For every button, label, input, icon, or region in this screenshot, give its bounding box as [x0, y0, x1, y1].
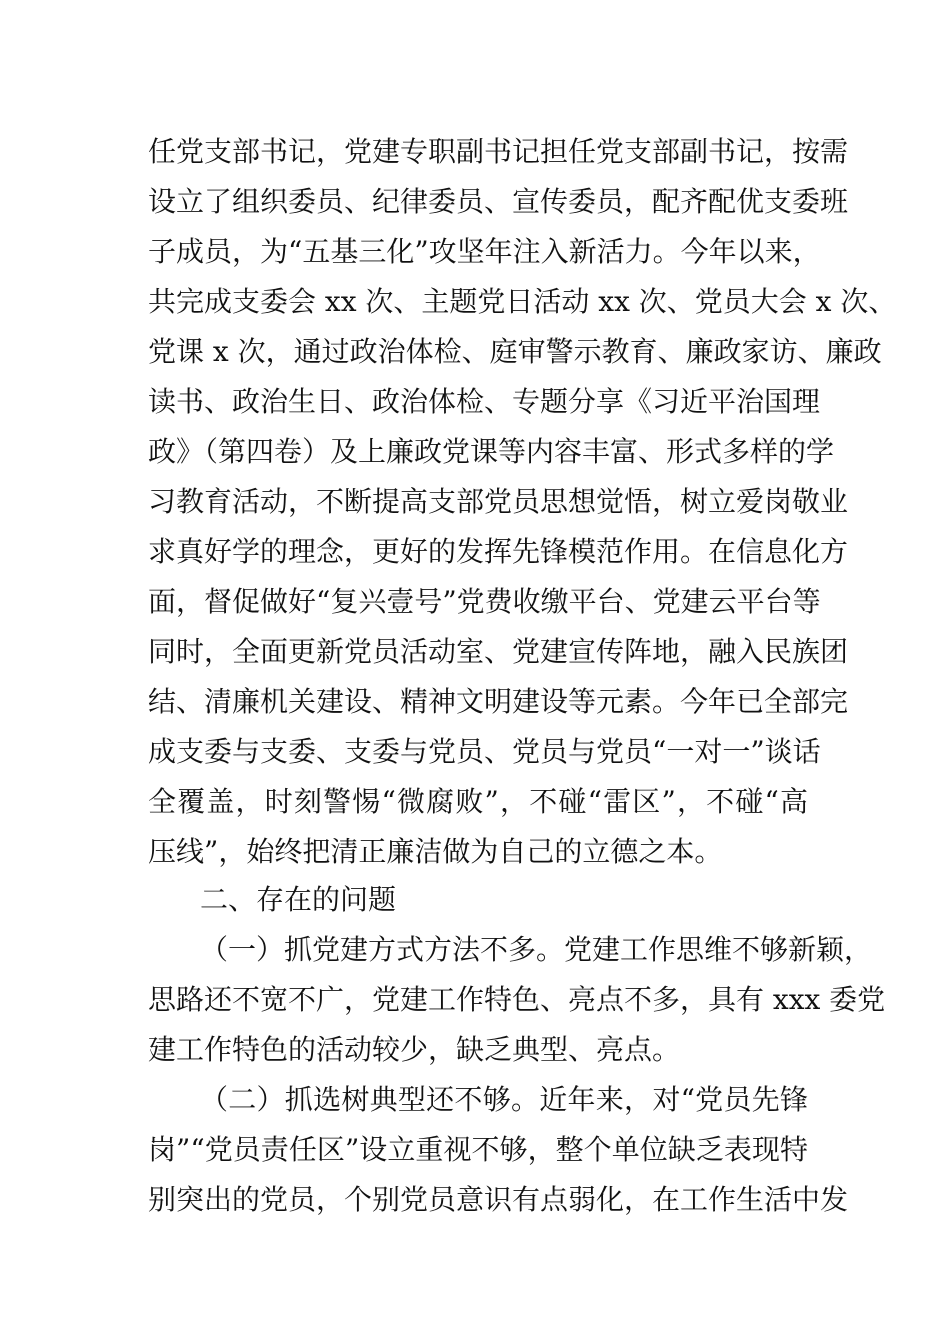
- body-text-line: 面，督促做好“复兴壹号”党费收缴平台、党建云平台等: [148, 585, 821, 618]
- body-text-line: 读书、政治生日、政治体检、专题分享《习近平治国理: [148, 385, 821, 418]
- body-text-line: 共完成支委会 xx 次、主题党日活动 xx 次、党员大会 x 次、: [148, 285, 897, 318]
- body-text-line: 政》（第四卷）及上廉政党课等内容丰富、形式多样的学: [148, 435, 835, 468]
- body-text-line: 别突出的党员，个别党员意识有点弱化，在工作生活中发: [148, 1183, 849, 1216]
- body-text-line: 任党支部书记，党建专职副书记担任党支部副书记，按需: [148, 135, 849, 168]
- body-text-line: 思路还不宽不广，党建工作特色、亮点不多，具有 xxx 委党: [148, 983, 886, 1016]
- body-text-line: 压线”，始终把清正廉洁做为自己的立德之本。: [148, 835, 723, 868]
- body-text-line: 设立了组织委员、纪律委员、宣传委员，配齐配优支委班: [148, 185, 849, 218]
- body-text-line: 求真好学的理念，更好的发挥先锋模范作用。在信息化方: [148, 535, 849, 568]
- body-text-line: 成支委与支委、支委与党员、党员与党员“一对一”谈话: [148, 735, 821, 768]
- section-heading: 二、存在的问题: [200, 883, 397, 916]
- body-text-line: 岗”“党员责任区”设立重视不够，整个单位缺乏表现特: [148, 1133, 808, 1166]
- body-text-line: 同时，全面更新党员活动室、党建宣传阵地，融入民族团: [148, 635, 849, 668]
- body-text-line: （一）抓党建方式方法不多。党建工作思维不够新颖，: [200, 933, 873, 966]
- body-text-line: 习教育活动，不断提高支部党员思想觉悟，树立爱岗敬业: [148, 485, 849, 518]
- body-text-line: 子成员，为“五基三化”攻坚年注入新活力。今年以来，: [148, 235, 821, 268]
- body-text-line: 党课 x 次，通过政治体检、庭审警示教育、廉政家访、廉政: [148, 335, 882, 368]
- body-text-line: 建工作特色的活动较少，缺乏典型、亮点。: [148, 1033, 681, 1066]
- body-text-line: （二）抓选树典型还不够。近年来，对“党员先锋: [200, 1083, 808, 1116]
- body-text-line: 全覆盖，时刻警惕“微腐败”，不碰“雷区”，不碰“高: [148, 785, 808, 818]
- body-text-line: 结、清廉机关建设、精神文明建设等元素。今年已全部完: [148, 685, 849, 718]
